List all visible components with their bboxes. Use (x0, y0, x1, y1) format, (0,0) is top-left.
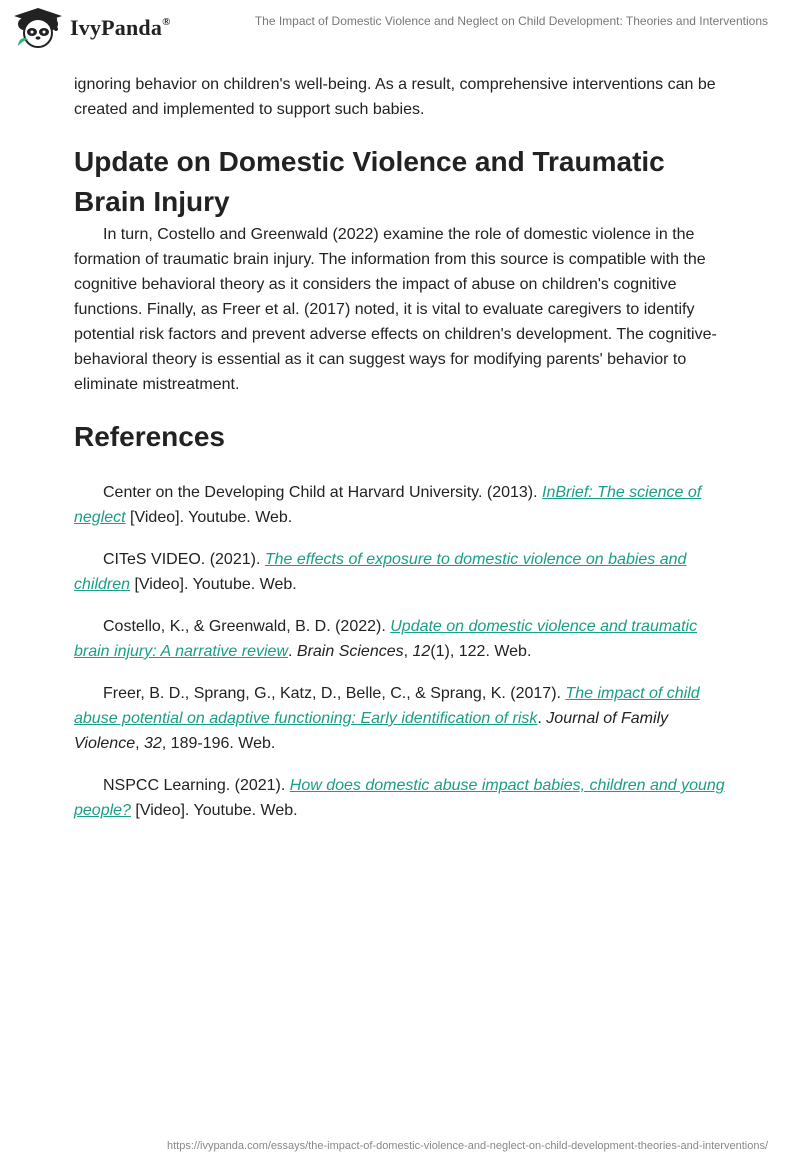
references-list (74, 480, 730, 823)
reference-link[interactable]: InBrief: The science of neglect (74, 484, 702, 526)
footer-url[interactable]: https://ivypanda.com/essays/the-impact-of-domestic-violence-and-neglect-on-child-development-theories-and-interventions/ (166, 1140, 768, 1152)
references-heading: References (74, 421, 225, 452)
intro-paragraph: ignoring behavior on children's well-being. As a result, comprehensive interventions can be created and implemented to support such babies. (74, 76, 716, 118)
reference-item: NSPCC Learning. (2021). How does domestic abuse impact babies, children and young people? [Video]. Youtube. Web. (74, 777, 725, 819)
reference-link[interactable]: The effects of exposure to domestic violence on babies and children (74, 551, 687, 593)
reference-link[interactable]: The impact of child abuse potential on adaptive functioning: Early identification of risk (74, 685, 700, 727)
journal-title: Journal of Family Violence (74, 710, 669, 752)
reference-item: Costello, K., & Greenwald, B. D. (2022). Update on domestic violence and traumatic brain injury: A narrative review. Brain Sciences, 12(1), 122. Web. (74, 618, 698, 660)
panda-graduate-icon (12, 6, 64, 50)
page-header (0, 0, 800, 60)
essay-content (74, 72, 730, 840)
journal-title: Brain Sciences (296, 643, 404, 660)
journal-volume: 32 (143, 735, 162, 752)
logo-wordmark: IvyPanda® (70, 15, 171, 40)
reference-item: Freer, B. D., Sprang, G., Katz, D., Belle, C., & Sprang, K. (2017). The impact of child abuse potential on adaptive functioning: Early identification of risk. Journal of Family Violence, 32, 189-196. Web. (74, 685, 700, 752)
reference-item: CITeS VIDEO. (2021). The effects of exposure to domestic violence on babies and children [Video]. Youtube. Web. (74, 551, 687, 593)
document-title: The Impact of Domestic Violence and Neglect on Child Development: Theories and Interventions (254, 14, 768, 28)
section-heading-update: Update on Domestic Violence and Traumatic Brain Injury (74, 146, 665, 217)
reference-link[interactable]: Update on domestic violence and traumatic brain injury: A narrative review (74, 618, 698, 660)
section-paragraph-update: In turn, Costello and Greenwald (2022) examine the role of domestic violence in the formation of traumatic brain injury. The information from this source is compatible with the cognitive behavioral theory as it considers the impact of abuse on children's cognitive functions. Finally, as Freer et al. (2017) noted, it is vital to evaluate caregivers to identify potential risk factors and prevent adverse effects on children's development. The cognitive-behavioral theory is essential as it can suggest ways for modifying parents' behavior to eliminate mistreatment. (74, 226, 717, 393)
reference-item: Center on the Developing Child at Harvard University. (2013). InBrief: The science of neglect [Video]. Youtube. Web. (74, 484, 702, 526)
journal-volume: 12 (412, 643, 431, 660)
ivypanda-logo[interactable] (12, 6, 171, 50)
reference-link[interactable]: How does domestic abuse impact babies, children and young people? (74, 777, 725, 819)
